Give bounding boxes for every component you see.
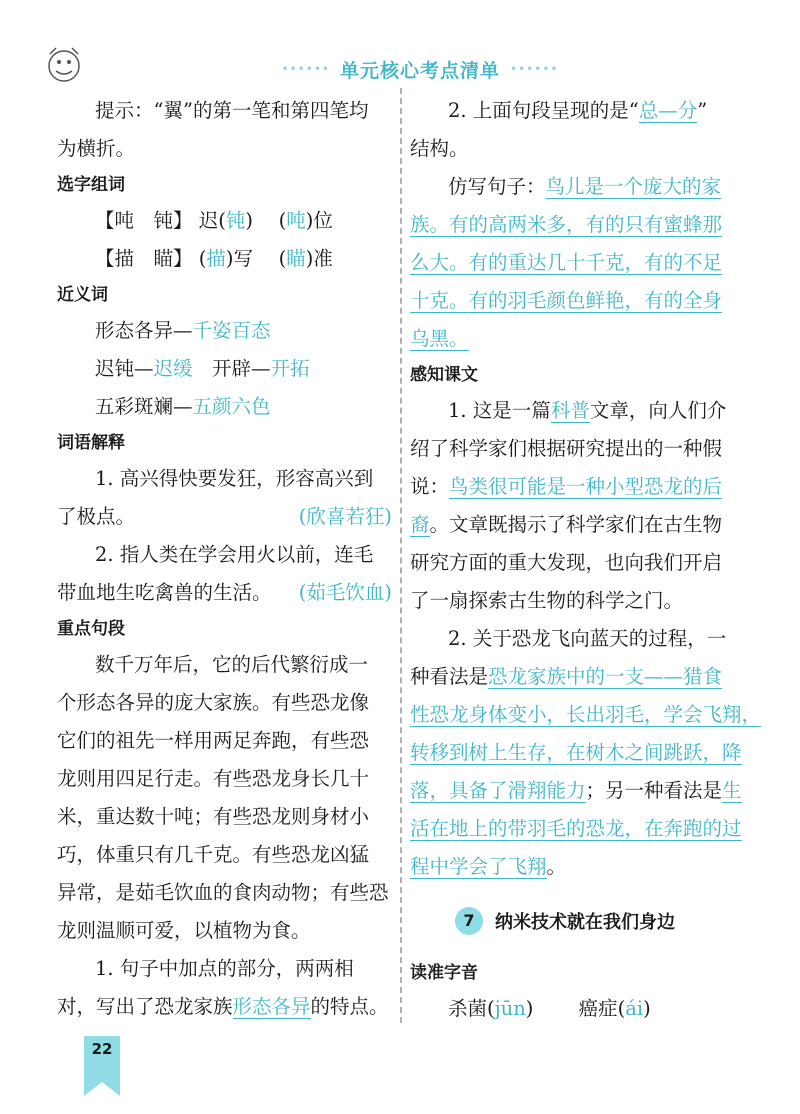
word-post: ) bbox=[245, 209, 253, 232]
question-text: ” bbox=[697, 99, 708, 122]
lesson-heading bbox=[410, 886, 745, 956]
question-text: 2. 上面句段呈现的是“ bbox=[448, 99, 639, 122]
header-dots-right: •••••• bbox=[510, 62, 559, 76]
key-line: 个形态各异的庞大家族。有些恐龙像 bbox=[57, 691, 370, 714]
perceive-text: 文章，向人们介 bbox=[589, 399, 727, 422]
right-column bbox=[410, 92, 762, 1028]
question-answer: 总—分 bbox=[638, 99, 698, 122]
question-1-line-1: 1. 句子中加点的部分，两两相 bbox=[95, 957, 354, 980]
page-header bbox=[0, 0, 800, 80]
perceive-2-line bbox=[410, 810, 745, 848]
page-number: 22 bbox=[91, 1040, 113, 1058]
select-row-1 bbox=[57, 202, 392, 240]
header-band bbox=[270, 57, 570, 81]
explain-1-line-1: 1. 高兴得快要发狂，形容高兴到 bbox=[95, 467, 374, 490]
imitate-answer: 族。有的高两米多，有的只有蜜蜂那 bbox=[410, 213, 723, 236]
explain-answer: (茹毛饮血) bbox=[298, 581, 392, 604]
pair: 【吨 钝】 bbox=[95, 209, 193, 232]
explain-answer: (欣喜若狂) bbox=[298, 505, 392, 528]
section-key-passage: 重点句段 bbox=[57, 619, 125, 639]
synonym-3 bbox=[57, 388, 392, 426]
perceive-1-line bbox=[410, 392, 745, 430]
imitate-answer: 乌黑。 bbox=[410, 327, 469, 350]
read-pinyin: jūn bbox=[494, 997, 526, 1020]
perceive-2-line bbox=[410, 658, 745, 696]
perceive-text: ；另一种看法是 bbox=[585, 779, 723, 802]
imitate-answer: 么大。有的重达几十千克，有的不足 bbox=[410, 251, 723, 274]
word-pre: 迟( bbox=[198, 209, 226, 232]
perceive-answer: 活在地上的带羽毛的恐龙，在奔跑的过 bbox=[410, 817, 742, 840]
perceive-2-line: 2. 关于恐龙飞向蓝天的过程，一 bbox=[448, 627, 727, 650]
imitate-label: 仿写句子： bbox=[448, 175, 546, 198]
perceive-answer: 鸟类很可能是一种小型恐龙的后 bbox=[449, 475, 723, 498]
perceive-2-line bbox=[410, 696, 762, 734]
imitate-line bbox=[410, 244, 745, 282]
perceive-answer: 转移到树上生存，在树木之间跳跃，降 bbox=[410, 741, 742, 764]
section-synonyms: 近义词 bbox=[57, 285, 108, 305]
key-line: 数千万年后，它的后代繁衍成一 bbox=[95, 653, 369, 676]
perceive-answer: 科普 bbox=[550, 399, 590, 422]
synonym-word: 开辟— bbox=[212, 357, 271, 380]
perceive-1-line: 了一扇探索古生物的科学之门。 bbox=[410, 589, 684, 612]
column-divider bbox=[400, 88, 402, 1023]
section-perceive-text: 感知课文 bbox=[410, 365, 478, 385]
question-2-line-1 bbox=[410, 92, 745, 130]
read-row: 杀菌(jūn) 癌症(ái) bbox=[448, 997, 651, 1020]
key-line: 异常，是茹毛饮血的食肉动物；有些恐 bbox=[57, 881, 389, 904]
answer: 描 bbox=[206, 247, 226, 270]
word-post: )准 bbox=[305, 247, 333, 270]
synonym-word: 形态各异— bbox=[95, 319, 193, 342]
synonym-answer: 千姿百态 bbox=[192, 319, 271, 342]
hint-line-2: 为横折。 bbox=[57, 137, 136, 160]
perceive-text: 1. 这是一篇 bbox=[448, 399, 551, 422]
word-pre: ( bbox=[278, 247, 287, 270]
imitate-line bbox=[410, 320, 745, 358]
perceive-1-line bbox=[410, 506, 745, 544]
key-line: 龙则用四足行走。有些恐龙身长几十 bbox=[57, 767, 370, 790]
perceive-answer: 裔 bbox=[410, 513, 430, 536]
section-select-words: 选字组词 bbox=[57, 175, 125, 195]
select-row-2 bbox=[57, 240, 392, 278]
perceive-answer: 落，具备了滑翔能力 bbox=[410, 779, 586, 802]
page-number-flag bbox=[84, 1036, 120, 1096]
word-post: )位 bbox=[305, 209, 333, 232]
perceive-answer: 性恐龙身体变小，长出羽毛，学会飞翔， bbox=[410, 703, 762, 726]
word-pre: ( bbox=[278, 209, 287, 232]
synonym-word: 迟钝— bbox=[95, 357, 154, 380]
read-pinyin: ái bbox=[625, 997, 644, 1020]
imitate-line bbox=[410, 168, 745, 206]
question-1-line-2 bbox=[57, 988, 392, 1026]
read-word: 癌症 bbox=[578, 997, 618, 1020]
explain-1-line-2 bbox=[57, 498, 392, 536]
header-dots-left: •••••• bbox=[281, 62, 330, 76]
perceive-text: 种看法是 bbox=[410, 665, 489, 688]
word-pre: ( bbox=[198, 247, 207, 270]
key-line: 米，重达数十吨；有些恐龙则身材小 bbox=[57, 805, 370, 828]
perceive-answer: 恐龙家族中的一支——猎食 bbox=[488, 665, 723, 688]
perceive-text: 。 bbox=[546, 855, 567, 878]
dinosaur-logo-icon bbox=[44, 44, 84, 84]
answer: 吨 bbox=[286, 209, 306, 232]
pair: 【描 瞄】 bbox=[95, 247, 193, 270]
question-answer: 形态各异 bbox=[232, 995, 311, 1018]
key-line: 它们的祖先一样用两足奔跑，有些恐 bbox=[57, 729, 370, 752]
word-post: )写 bbox=[225, 247, 253, 270]
perceive-1-line: 绍了科学家们根据研究提出的一种假 bbox=[410, 437, 723, 460]
answer: 钝 bbox=[225, 209, 246, 232]
left-column bbox=[57, 92, 392, 1026]
key-line: 巧，体重只有几千克。有些恐龙凶猛 bbox=[57, 843, 370, 866]
header-title: 单元核心考点清单 bbox=[339, 59, 500, 82]
key-line: 龙则温顺可爱，以植物为食。 bbox=[57, 919, 311, 942]
perceive-1-line: 研究方面的重大发现，也向我们开启 bbox=[410, 551, 723, 574]
answer: 瞄 bbox=[286, 247, 306, 270]
question-text: 的特点。 bbox=[310, 995, 389, 1018]
explain-text: 了极点。 bbox=[57, 505, 136, 528]
explain-2-line-1: 2. 指人类在学会用火以前，连毛 bbox=[95, 543, 374, 566]
section-read-pronunciation: 读准字音 bbox=[410, 963, 478, 983]
question-2-line-2: 结构。 bbox=[410, 137, 469, 160]
perceive-2-line bbox=[410, 848, 745, 886]
synonym-answer: 五颜六色 bbox=[192, 395, 271, 418]
synonym-2 bbox=[57, 350, 392, 388]
section-word-explanation: 词语解释 bbox=[57, 433, 125, 453]
lesson-number-badge: 7 bbox=[455, 907, 483, 935]
imitate-line bbox=[410, 206, 745, 244]
synonym-word: 五彩斑斓— bbox=[95, 395, 193, 418]
perceive-text: 。文章既揭示了科学家们在古生物 bbox=[429, 513, 723, 536]
perceive-1-line bbox=[410, 468, 745, 506]
perceive-answer: 生 bbox=[722, 779, 742, 802]
synonym-answer: 迟缓 bbox=[153, 357, 193, 380]
perceive-2-line bbox=[410, 734, 745, 772]
hint-line-1: 提示：“翼”的第一笔和第四笔均 bbox=[95, 99, 369, 122]
perceive-answer: 程中学会了飞翔 bbox=[410, 855, 547, 878]
read-word: 杀菌 bbox=[448, 997, 488, 1020]
perceive-text: 说： bbox=[410, 475, 450, 498]
synonym-1 bbox=[57, 312, 392, 350]
imitate-answer: 鸟儿是一个庞大的家 bbox=[545, 175, 722, 198]
question-text: 对，写出了恐龙家族 bbox=[57, 995, 233, 1018]
explain-2-line-2 bbox=[57, 574, 392, 612]
explain-text: 带血地生吃禽兽的生活。 bbox=[57, 581, 272, 604]
lesson-title: 纳米技术就在我们身边 bbox=[495, 912, 675, 933]
perceive-2-line bbox=[410, 772, 745, 810]
imitate-answer: 十克。有的羽毛颜色鲜艳，有的全身 bbox=[410, 289, 723, 312]
imitate-line bbox=[410, 282, 745, 320]
synonym-answer: 开拓 bbox=[270, 357, 310, 380]
